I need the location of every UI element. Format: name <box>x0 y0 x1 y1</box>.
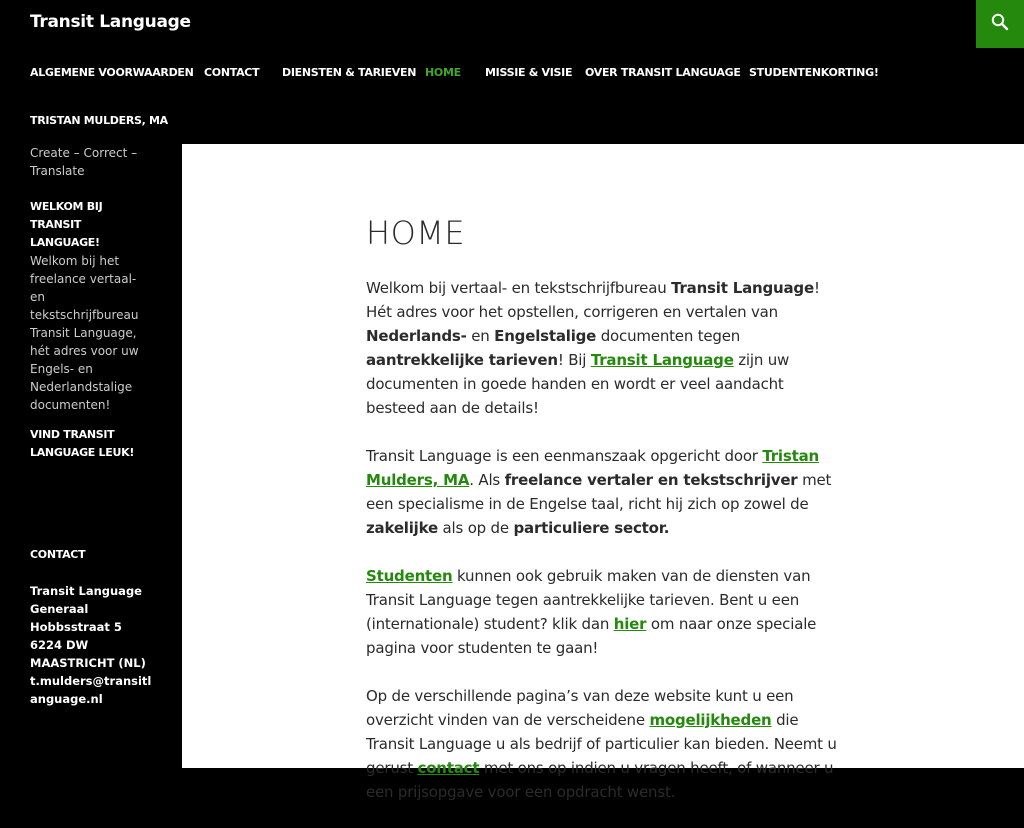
link-mogelijkheden[interactable]: mogelijkheden <box>649 711 772 729</box>
text: Op de verschillende pagina’s van deze website kunt u een overzicht vinden van de verscheidene <box>366 687 794 729</box>
bold-text: Engelstalige <box>494 327 597 345</box>
page-title: HOME <box>366 214 466 252</box>
text: die Transit Language u als bedrijf of particulier kan bieden. Neemt u gerust <box>366 711 837 777</box>
text: om naar onze speciale pagina voor studenten te gaan! <box>366 615 817 657</box>
link-studenten[interactable]: Studenten <box>366 567 453 585</box>
bold-text: Nederlands- <box>366 327 467 345</box>
entry-content <box>366 276 838 828</box>
text: kunnen ook gebruik maken van de diensten van Transit Language tegen aantrekkelijke tarieven. Bent u een (internationale) student? klik dan <box>366 567 811 633</box>
nav-item-home[interactable]: HOME <box>425 66 461 79</box>
text: met ons op indien u vragen heeft, of wanneer u een prijsopgave voor een opdracht wenst. <box>366 759 834 801</box>
contact-line-email: t.mulders@transitlanguage.nl <box>30 674 152 706</box>
link-transit-language[interactable]: Transit Language <box>590 351 734 369</box>
search-icon <box>991 13 1009 35</box>
site-tagline: Create – Correct – Translate <box>30 146 138 178</box>
nav-item-contact[interactable]: CONTACT <box>204 66 260 79</box>
widget-title-like: VIND TRANSIT LANGUAGE LEUK! <box>30 428 135 459</box>
nav-item-studentenkorting[interactable]: STUDENTENKORTING! <box>749 66 879 79</box>
text: ! Hét adres voor het opstellen, corrigeren en vertalen van <box>366 279 820 321</box>
link-tristan-mulders[interactable]: Tristan Mulders, MA <box>366 447 819 489</box>
text: met een specialisme in de Engelse taal, richt hij zich op zowel de <box>366 471 832 513</box>
nav-item-tristan-mulders[interactable]: TRISTAN MULDERS, MA <box>30 114 168 127</box>
contact-line-street: Generaal Hobbsstraat 5 <box>30 602 122 634</box>
widget-text-welcome: Welkom bij het freelance vertaal- en tekstschrijfbureau Transit Language, hét adres voor uw Engels- en Nederlandstalige documenten! <box>30 254 139 412</box>
widget-title-contact: CONTACT <box>30 548 86 561</box>
nav-item-missie-visie[interactable]: MISSIE & VISIE <box>485 66 573 79</box>
paragraph-intro <box>366 276 838 420</box>
link-hier[interactable]: hier <box>613 615 647 633</box>
text: Transit Language is een eenmanszaak opgericht door <box>366 447 763 465</box>
text: . Als <box>469 471 505 489</box>
contact-address <box>30 582 152 708</box>
bold-text: particuliere sector. <box>513 519 670 537</box>
search-button[interactable] <box>976 0 1024 48</box>
link-contact[interactable]: contact <box>417 759 480 777</box>
text: zijn uw documenten in goede handen en wordt er veel aandacht besteed aan de details! <box>366 351 790 417</box>
paragraph-students <box>366 564 838 660</box>
bold-text: aantrekkelijke tarieven <box>366 351 558 369</box>
paragraph-overview <box>366 684 838 804</box>
contact-line-city: 6224 DW MAASTRICHT (NL) <box>30 638 146 670</box>
nav-item-diensten-tarieven[interactable]: DIENSTEN & TARIEVEN <box>282 66 417 79</box>
text: Welkom bij vertaal- en tekstschrijfbureau <box>366 279 672 297</box>
nav-item-over-transit-language[interactable]: OVER TRANSIT LANGUAGE <box>585 66 741 79</box>
text: ! Bij <box>557 351 591 369</box>
paragraph-founder <box>366 444 838 540</box>
widget-title-welcome: WELKOM BIJ TRANSIT LANGUAGE! <box>30 200 103 249</box>
text: documenten tegen <box>596 327 741 345</box>
sidebar <box>0 144 182 768</box>
contact-line-company: Transit Language <box>30 584 142 598</box>
site-title[interactable]: Transit Language <box>30 12 191 32</box>
bold-text: zakelijke <box>366 519 438 537</box>
text: als op de <box>437 519 514 537</box>
main-content <box>182 144 1024 801</box>
bold-text: freelance vertaler en tekstschrijver <box>504 471 798 489</box>
primary-navigation <box>30 48 960 144</box>
bold-text: Transit Language <box>671 279 814 297</box>
nav-item-algemene-voorwaarden[interactable]: ALGEMENE VOORWAARDEN <box>30 66 194 79</box>
text: en <box>466 327 495 345</box>
